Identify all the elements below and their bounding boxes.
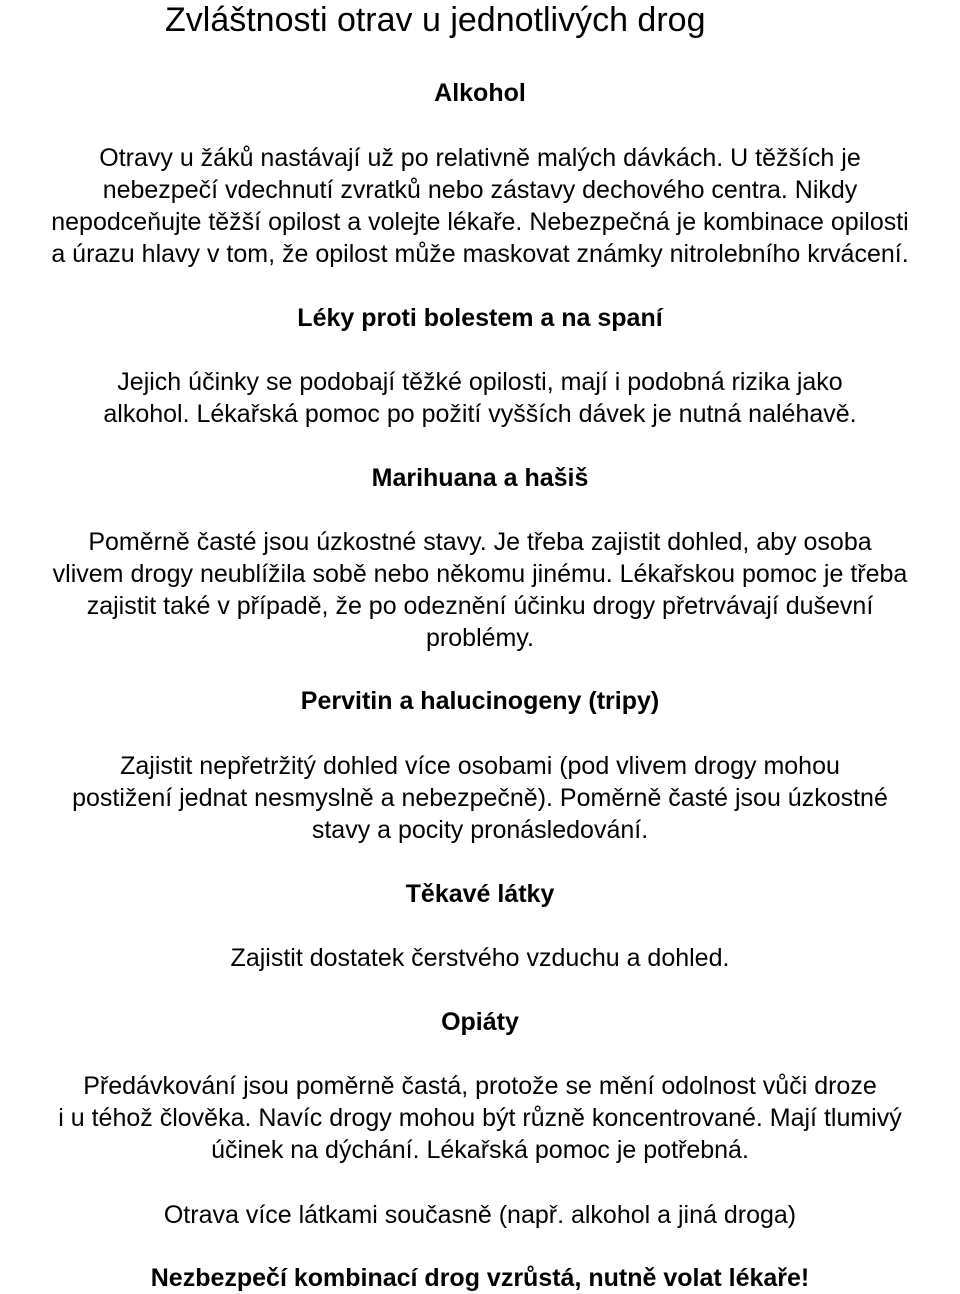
text-line: Zajistit dostatek čerstvého vzduchu a dohled. (230, 944, 730, 972)
section-heading-marihuana: Marihuana a hašiš (371, 464, 589, 492)
section-text-leky (0, 366, 960, 430)
text-line: a úrazu hlavy v tom, že opilost může maskovat známky nitrolebního krvácení. (51, 240, 909, 268)
text-line: postižení jednat nesmyslně a nebezpečně). Poměrně časté jsou úzkostné (72, 784, 888, 812)
footer-warning (0, 1262, 960, 1294)
text-line: Zajistit nepřetržitý dohled více osobami (pod vlivem drogy mohou (120, 752, 840, 780)
text-line: Předávkování jsou poměrně častá, protože se mění odolnost vůči droze (83, 1072, 877, 1100)
footer-warning-text: Nezbezpečí kombinací drog vzrůstá, nutně volat lékaře! (150, 1264, 810, 1292)
section-text-alkohol (0, 142, 960, 270)
text-line: i u téhož člověka. Navíc drogy mohou být různě koncentrované. Mají tlumivý (58, 1104, 902, 1132)
section-heading-leky: Léky proti bolestem a na spaní (297, 304, 663, 332)
text-line: alkohol. Lékařská pomoc po požití vyšších dávek je nutná naléhavě. (103, 400, 857, 428)
text-line: stavy a pocity pronásledování. (311, 816, 649, 844)
section-text-tekave-latky (0, 942, 960, 974)
text-line: nebezpečí vdechnutí zvratků nebo zástavy dechového centra. Nikdy (102, 176, 858, 204)
section-heading-opiaty: Opiáty (441, 1008, 519, 1036)
text-line: Otravy u žáků nastávají už po relativně malých dávkách. U těžších je (99, 144, 861, 172)
text-line: účinek na dýchání. Lékařská pomoc je potřebná. (211, 1136, 749, 1164)
section-text-pervitin (0, 750, 960, 846)
page-title: Zvláštnosti otrav u jednotlivých drog (165, 1, 706, 39)
section-text-opiaty (0, 1070, 960, 1166)
text-line: zajistit také v případě, že po odeznění účinku drogy přetrvávají duševní (86, 592, 874, 620)
text-line: vlivem drogy neublížila sobě nebo někomu jinému. Lékařskou pomoc je třeba (52, 560, 908, 588)
section-heading-alkohol: Alkohol (434, 79, 526, 107)
section-heading-pervitin: Pervitin a halucinogeny (tripy) (300, 687, 660, 715)
footer-note (0, 1199, 960, 1231)
text-line: problémy. (426, 624, 534, 652)
text-line: nepodceňujte těžší opilost a volejte lékaře. Nebezpečná je kombinace opilosti (51, 208, 909, 236)
text-line: Poměrně časté jsou úzkostné stavy. Je třeba zajistit dohled, aby osoba (88, 528, 872, 556)
section-heading-tekave-latky: Těkavé látky (405, 880, 555, 908)
section-text-marihuana (0, 526, 960, 654)
footer-line-combination: Otrava více látkami současně (např. alkohol a jiná droga) (163, 1201, 797, 1229)
text-line: Jejich účinky se podobají těžké opilosti, mají i podobná rizika jako (117, 368, 843, 396)
